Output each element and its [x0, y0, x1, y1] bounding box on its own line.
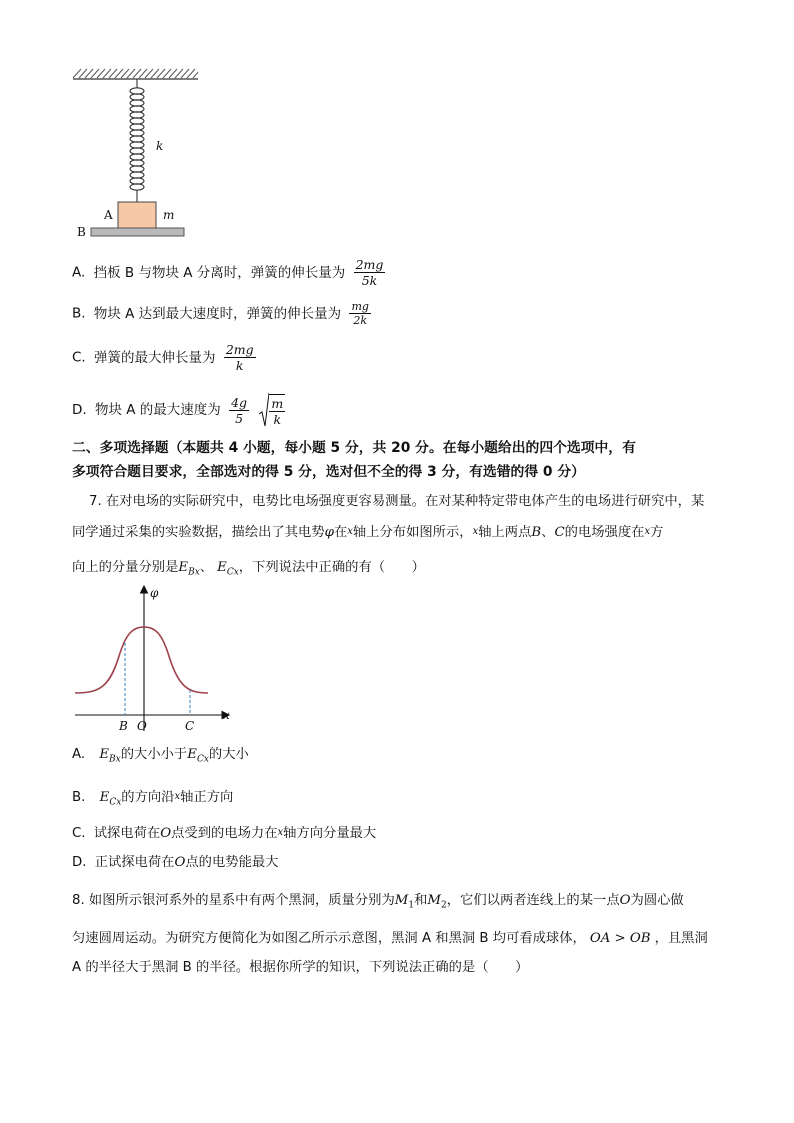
point-b-label: B [119, 719, 128, 733]
plate-b [91, 228, 184, 236]
point-c-label: C [185, 719, 195, 733]
q7-option-b: B. $E_{Cx}$的方向沿x轴正方向 [72, 790, 234, 808]
q7-option-c: C. 试探电荷在O点受到的电场力在x轴方向分量最大 [72, 826, 377, 841]
square-root [259, 392, 285, 428]
y-axis-label: φ [150, 586, 159, 600]
potential-graph [70, 583, 240, 738]
option-text: 物块 A 达到最大速度时，弹簧的伸长量为 [93, 305, 342, 322]
q8-stem-line3: A 的半径大于黑洞 B 的半径。根据你所学的知识，下列说法正确的是（ ） [72, 960, 529, 975]
q6-option-c [72, 342, 260, 373]
q8-stem-line2: 匀速圆周运动。为研究方便简化为如图乙所示示意图，黑洞 A 和黑洞 B 均可看成球体， OA > OB ，且黑洞 [72, 931, 708, 946]
spring [130, 79, 144, 202]
mass-label: m [163, 208, 175, 222]
option-label: C. [72, 349, 86, 366]
ceiling-hatch [73, 69, 198, 79]
root-fraction: $\frac{m}{k}$ [271, 395, 284, 427]
option-text: 弹簧的最大伸长量为 [94, 349, 216, 366]
spring-figure [68, 64, 198, 244]
q8-stem-line1: 8. 如图所示银河系外的星系中有两个黑洞，质量分别为$M_1$和$M_2$，它们以两者连线上的某一点O为圆心做 [72, 893, 684, 911]
option-text: 挡板 B 与物块 A 分离时，弹簧的伸长量为 [93, 264, 346, 281]
q6-option-b [72, 300, 375, 327]
x-axis-label: x [223, 708, 230, 722]
q7-stem-line2: 同学通过采集的实验数据，描绘出了其电势φ在x轴上分布如图所示，x轴上两点B、C的电场强度在x方 [72, 525, 664, 540]
fraction: $\frac{4g}{5}$ [231, 394, 248, 426]
fraction: $\frac{2mg}{k}$ [225, 342, 254, 373]
origin-label: O [137, 719, 147, 733]
option-text: 物块 A 的最大速度为 [94, 402, 221, 418]
section2-heading-line2: 多项符合题目要求，全部选对的得 5 分，选对但不全的得 3 分，有选错的得 0 分） [72, 464, 585, 480]
q7-option-d: D. 正试探电荷在O点的电势能最大 [72, 855, 279, 870]
option-label: D. [72, 402, 87, 418]
q6-option-d [72, 392, 285, 428]
option-label: B. [72, 305, 86, 322]
radical-sign-icon [259, 392, 269, 428]
q7-option-a: A. $E_{Bx}$的大小小于$E_{Cx}$的大小 [72, 747, 249, 765]
fraction: $\frac{mg}{2k}$ [351, 300, 369, 327]
section2-heading-line1: 二、多项选择题（本题共 4 小题，每小题 5 分，共 20 分。在每小题给出的四个选项中，有 [72, 440, 636, 456]
block-a [118, 202, 156, 228]
plate-b-label: B [77, 225, 86, 239]
potential-curve [75, 627, 208, 693]
fraction: $\frac{2mg}{5k}$ [355, 257, 384, 288]
option-label: A. [72, 264, 86, 281]
spring-k-label: k [156, 139, 164, 153]
block-a-label: A [104, 208, 113, 222]
q7-stem-line1: 7. 在对电场的实际研究中，电势比电场强度更容易测量。在对某种特定带电体产生的电场进行研究中，某 [89, 494, 705, 509]
q7-stem-line3: 向上的分量分别是$E_{Bx}$、 $E_{Cx}$，下列说法中正确的有（ ） [72, 560, 425, 578]
q6-option-a [72, 257, 389, 288]
